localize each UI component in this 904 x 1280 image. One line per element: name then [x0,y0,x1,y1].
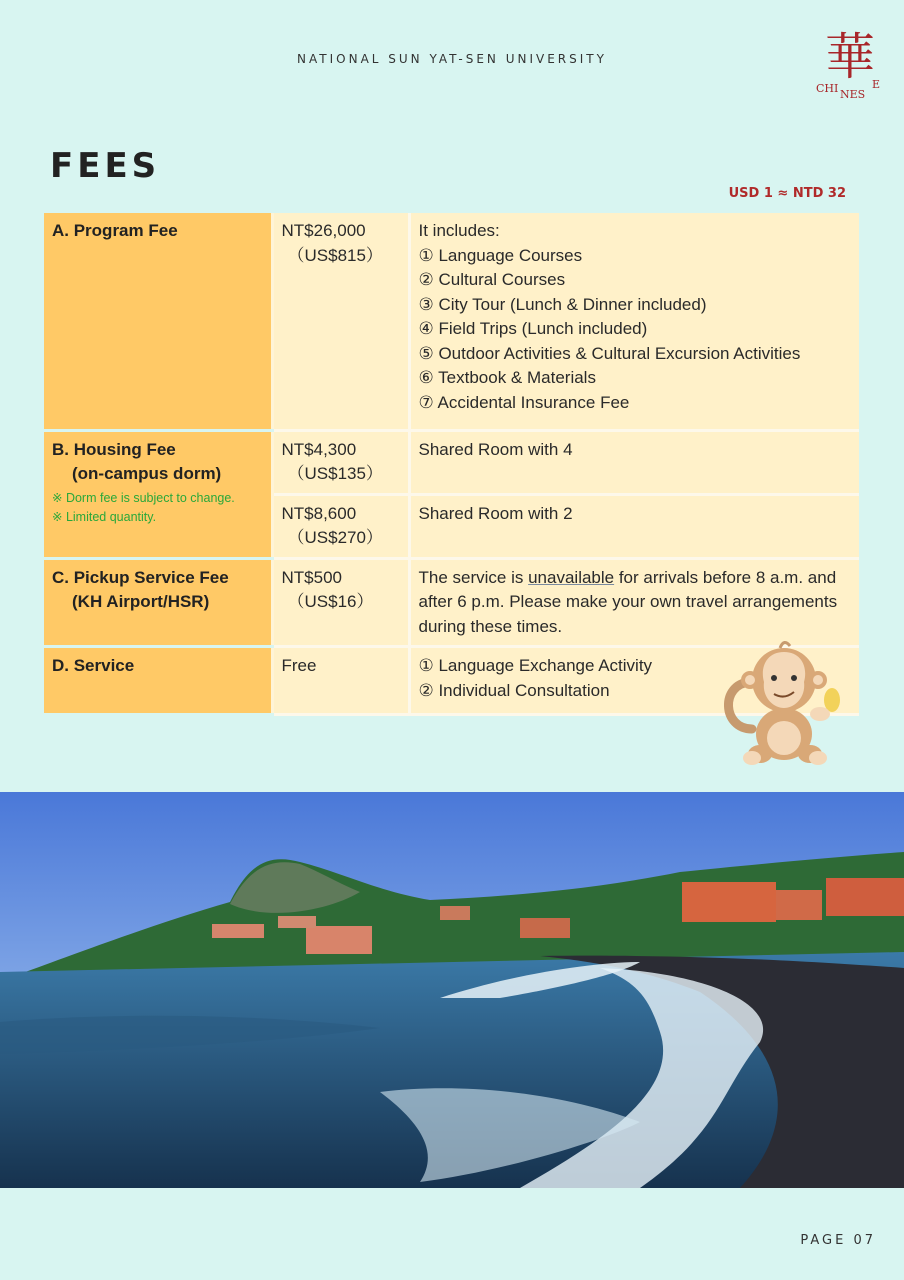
pickup-desc-2: for arrivals before 8 a.m. and after 6 p.m. Please make your own travel arrangements during these times. [418,567,838,636]
housing-label: B. Housing Fee [52,439,176,459]
campus-beach-photo [0,792,904,1188]
exchange-rate: USD 1 ≈ NTD 32 [728,186,846,201]
include-item: ⑥ Textbook & Materials [418,368,596,387]
page-number: PAGE 07 [800,1233,876,1248]
pickup-usd: （US$16） [287,592,374,611]
housing-ntd-2: NT$8,600 [281,503,357,523]
service-item: ② Individual Consultation [418,680,610,700]
service-price: Free [272,647,409,715]
logo-character: 華 [825,28,875,86]
housing-fee-label [44,430,272,558]
logo-word-2: NES [840,88,866,101]
program-fee-ntd: NT$26,000 [281,221,366,240]
housing-sublabel: (on-campus dorm) [72,464,222,483]
housing-desc-4: Shared Room with 4 [409,430,859,494]
monkey-mascot-icon [722,634,852,770]
housing-usd-4: （US$135） [287,464,383,483]
logo-word-1: CHI [816,82,839,95]
program-fee-includes [409,213,859,430]
include-item: ① Language Courses [418,245,583,265]
housing-ntd-4: NT$4,300 [281,439,357,459]
service-item: ① Language Exchange Activity [418,656,653,675]
pickup-desc-1: The service is [418,567,529,587]
chinese-logo-icon [810,26,890,106]
housing-desc-2: Shared Room with 2 [409,494,859,558]
housing-usd-2: （US$270） [287,528,383,547]
housing-note: ※ Limited quantity. [52,509,157,524]
page-heading: FEES [50,146,161,186]
pickup-sublabel: (KH Airport/HSR) [72,592,210,611]
pickup-label: C. Pickup Service Fee [52,567,229,587]
pickup-fee-price [272,558,409,647]
program-fee-usd: （US$815） [287,245,383,265]
university-title: NATIONAL SUN YAT-SEN UNIVERSITY [297,52,607,66]
includes-intro: It includes: [418,221,500,240]
include-item: ③ City Tour (Lunch & Dinner included) [418,294,707,314]
include-item: ② Cultural Courses [418,270,566,289]
program-fee-label: A. Program Fee [44,213,272,430]
pickup-ntd: NT$500 [281,567,342,587]
include-item: ④ Field Trips (Lunch included) [418,319,648,338]
program-fee-row [44,213,859,430]
housing-note: ※ Dorm fee is subject to change. [52,490,235,505]
pickup-fee-label [44,558,272,647]
include-item: ⑦ Accidental Insurance Fee [418,392,630,412]
housing-price-4 [272,430,409,494]
service-label: D. Service [44,647,272,715]
program-fee-price [272,213,409,430]
include-item: ⑤ Outdoor Activities & Cultural Excursion Activities [418,343,801,363]
housing-fee-row-1 [44,430,859,494]
pickup-desc-underlined: unavailable [528,567,615,587]
logo-word-3: E [872,78,881,91]
housing-price-2 [272,494,409,558]
